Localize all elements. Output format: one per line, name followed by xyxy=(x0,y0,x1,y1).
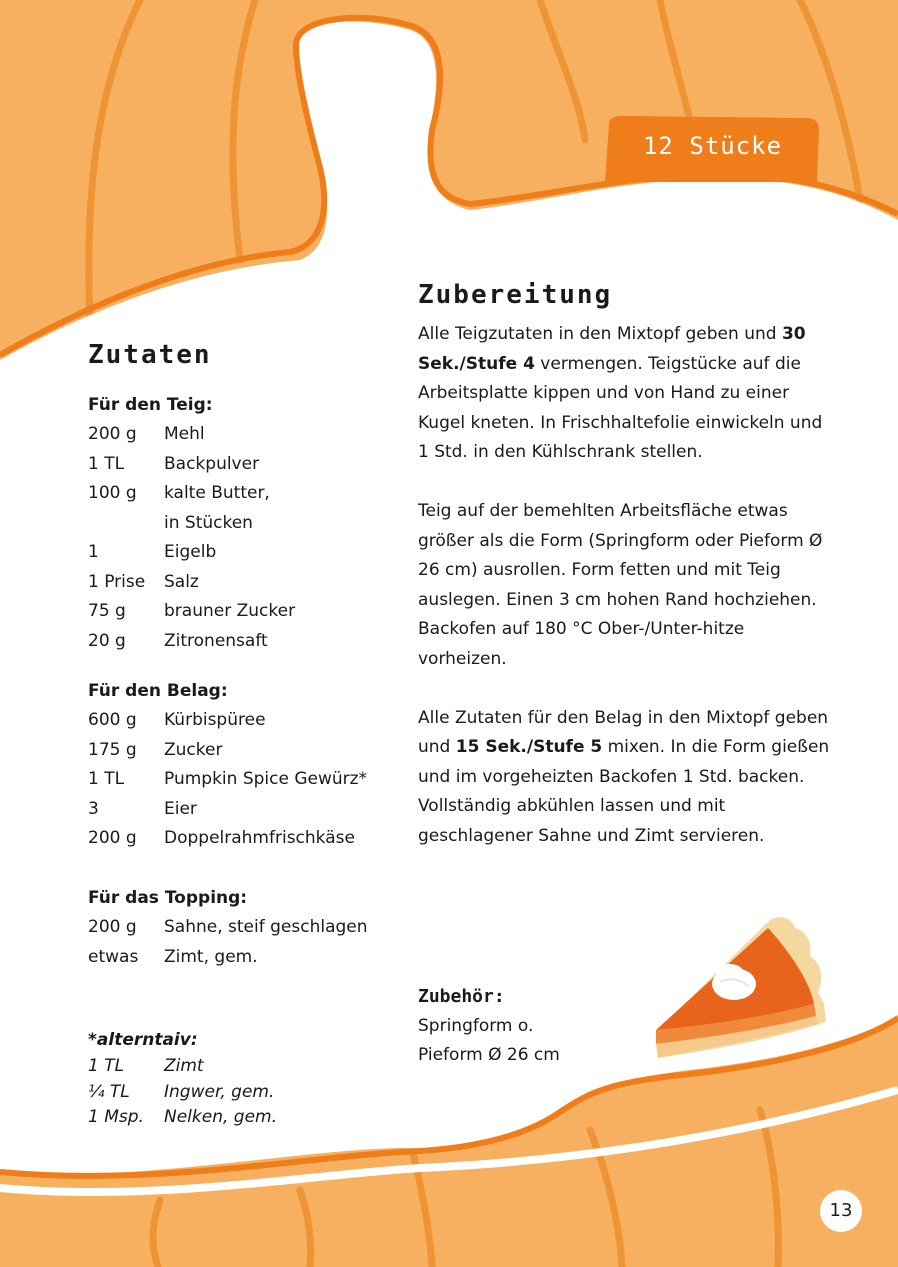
ingredient-amount: 75 g xyxy=(88,601,126,621)
step-setting: 15 Sek./Stufe 5 xyxy=(455,737,603,757)
ingredient-name: Pumpkin Spice Gewürz* xyxy=(164,769,368,789)
ingredient-row xyxy=(88,538,295,568)
page-number: 13 xyxy=(820,1190,862,1232)
step-text: Alle Zutaten für den Belag in den Mixtopf geben und xyxy=(418,707,829,757)
ingredient-row xyxy=(88,913,368,943)
alternative-spices xyxy=(88,1026,277,1131)
equipment-title: Zubehör: xyxy=(418,986,505,1007)
ingredient-name: Zucker xyxy=(164,739,223,760)
alternative-row xyxy=(88,1105,277,1131)
ingredient-amount: 200 g xyxy=(88,828,137,848)
topping-title: Für das Topping: xyxy=(88,888,248,908)
ingredient-name: kalte Butter, xyxy=(164,483,270,503)
ingredient-row xyxy=(88,509,295,539)
ingredient-row xyxy=(88,420,295,450)
step-text: mixen. In die Form gießen und im vorgeheizten Backofen 1 Std. backen. Vollständig abkühlen lassen und mit geschlagener Sahne und Zimt servieren. xyxy=(418,737,830,846)
equipment-line: Springform o. xyxy=(418,1016,534,1036)
ingredient-amount: 1 TL xyxy=(88,453,125,474)
ingredient-row xyxy=(88,824,367,854)
step-text: vermengen. Teigstücke auf die Arbeitsplatte kippen und von Hand zu einer Kugel kneten. In Frischhaltefolie einwickeln und 1 Std. in den Kühlschrank stellen. xyxy=(418,353,823,462)
ingredient-name: brauner Zucker xyxy=(164,601,296,621)
servings-badge xyxy=(605,116,820,182)
ingredient-name: Mehl xyxy=(164,424,205,444)
ingredient-name: Zitronensaft xyxy=(164,630,268,651)
ingredient-name: Kürbispüree xyxy=(164,710,266,730)
dough-title: Für den Teig: xyxy=(88,395,213,415)
ingredient-amount xyxy=(88,509,164,539)
ingredient-name: Nelken, gem. xyxy=(164,1107,277,1127)
ingredient-name: Zimt, gem. xyxy=(164,946,258,967)
ingredient-row xyxy=(88,706,367,736)
ingredient-row xyxy=(88,597,295,627)
ingredient-amount: 200 g xyxy=(88,917,137,937)
servings-label: 12 Stücke xyxy=(642,132,783,160)
ingredient-row xyxy=(88,479,295,509)
equipment-line: Pieform Ø 26 cm xyxy=(418,1045,560,1065)
step-1 xyxy=(418,320,838,468)
ingredient-name: Ingwer, gem. xyxy=(164,1081,275,1102)
ingredient-row xyxy=(88,627,295,657)
preparation-steps xyxy=(418,320,838,881)
ingredient-amount: 1 TL xyxy=(88,1056,125,1076)
ingredient-row xyxy=(88,943,368,973)
ingredient-name: Zimt xyxy=(164,1056,204,1076)
filling-title: Für den Belag: xyxy=(88,681,228,701)
equipment xyxy=(418,982,560,1070)
ingredient-amount: 200 g xyxy=(88,424,137,444)
pumpkin-pie-slice-icon xyxy=(650,912,830,1062)
ingredient-row xyxy=(88,765,367,795)
preparation-heading: Zubereitung xyxy=(418,280,613,310)
ingredient-amount: 1 TL xyxy=(88,769,125,789)
step-text: Teig auf der bemehlten Arbeitsfläche etwas größer als die Form (Springform oder Pieform Ø 26 cm) ausrollen. Form fetten und mit Teig auslegen. Einen 3 cm hohen Rand hochziehen. Backofen auf 180 °C Ober-/Unter-hitze vorheizen. xyxy=(418,501,823,669)
ingredient-amount: 1 Prise xyxy=(88,571,146,592)
filling-ingredients xyxy=(88,676,367,854)
step-3 xyxy=(418,704,838,852)
ingredient-name: Eier xyxy=(164,798,197,819)
step-setting: 30 Sek./Stufe 4 xyxy=(418,324,806,374)
ingredient-amount: etwas xyxy=(88,946,139,967)
dough-ingredients xyxy=(88,390,295,656)
ingredient-amount: 100 g xyxy=(88,483,137,503)
alternative-row xyxy=(88,1080,277,1106)
ingredient-row xyxy=(88,736,367,766)
step-text: Alle Teigzutaten in den Mixtopf geben und xyxy=(418,324,782,344)
ingredient-name: Eigelb xyxy=(164,542,217,562)
ingredient-row xyxy=(88,450,295,480)
ingredient-amount: 600 g xyxy=(88,710,137,730)
alternative-title: *alterntaiv: xyxy=(88,1030,198,1050)
ingredient-amount: 175 g xyxy=(88,739,137,760)
alternative-row xyxy=(88,1054,277,1080)
ingredient-amount: 3 xyxy=(88,798,99,819)
ingredients-heading: Zutaten xyxy=(88,340,212,370)
ingredient-row xyxy=(88,568,295,598)
ingredient-name: Doppelrahmfrischkäse xyxy=(164,828,355,848)
ingredient-amount: 1 xyxy=(88,542,99,562)
step-2 xyxy=(418,497,838,674)
ingredient-amount: ¼ TL xyxy=(88,1081,130,1102)
ingredient-name: in Stücken xyxy=(164,512,253,533)
topping-ingredients xyxy=(88,883,368,972)
ingredient-name: Sahne, steif geschlagen xyxy=(164,917,368,937)
ingredient-row xyxy=(88,795,367,825)
ingredient-amount: 20 g xyxy=(88,630,126,651)
ingredient-name: Backpulver xyxy=(164,453,260,474)
ingredient-name: Salz xyxy=(164,571,199,592)
ingredient-amount: 1 Msp. xyxy=(88,1107,144,1127)
